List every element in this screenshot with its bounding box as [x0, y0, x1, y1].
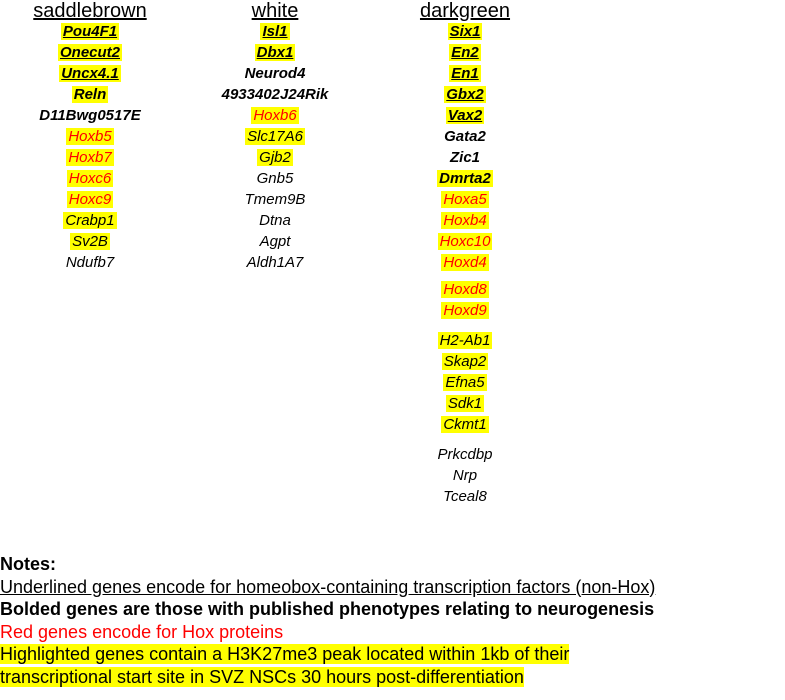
gene-item: Slc17A6	[247, 128, 303, 145]
gene-item: Efna5	[445, 374, 485, 391]
gene-item: Hoxc9	[68, 191, 112, 208]
gene-item: Onecut2	[59, 44, 120, 61]
gene-item: Gnb5	[256, 170, 294, 187]
gene-item: Hoxd4	[443, 254, 487, 271]
gene-item: 4933402J24Rik	[221, 86, 329, 103]
gene-item: Hoxd9	[443, 302, 487, 319]
notes-title: Notes:	[0, 554, 57, 574]
note-red: Red genes encode for Hox proteins	[0, 621, 284, 642]
column-white	[195, 0, 355, 274]
gene-item: Hoxb5	[68, 128, 112, 145]
gene-item: Dmrta2	[439, 170, 491, 187]
gene-item: Gjb2	[259, 149, 291, 166]
gene-item: Sv2B	[72, 233, 108, 250]
gene-item: D11Bwg0517E	[39, 107, 141, 124]
gene-item: Agpt	[259, 233, 291, 250]
gene-list	[10, 22, 170, 273]
gene-item: Tmem9B	[244, 191, 306, 208]
note-underlined: Underlined genes encode for homeobox-containing transcription factors (non-Hox)	[0, 576, 656, 597]
gene-item: Crabp1	[65, 212, 115, 229]
gene-item: Vax2	[447, 107, 483, 124]
gene-item: Ckmt1	[443, 416, 487, 433]
gene-item: Nrp	[452, 467, 478, 484]
column-header: darkgreen	[419, 0, 511, 22]
gene-item: Zic1	[449, 149, 480, 166]
note-bolded: Bolded genes are those with published phenotypes relating to neurogenesis	[0, 599, 655, 619]
column-header: white	[251, 0, 299, 22]
gene-item: Hoxb6	[253, 107, 297, 124]
column-header: saddlebrown	[33, 0, 147, 22]
gene-item: Hoxc10	[439, 233, 491, 250]
column-saddlebrown	[10, 0, 170, 274]
gene-item: En1	[451, 65, 479, 82]
gene-item: Neurod4	[244, 65, 306, 82]
gene-item: Prkcdbp	[437, 446, 493, 463]
gene-item: Reln	[73, 86, 107, 103]
gene-item: Pou4F1	[62, 23, 118, 40]
gene-item: Isl1	[262, 23, 288, 40]
gene-item: Sdk1	[447, 395, 483, 412]
gene-item: Hoxb4	[443, 212, 487, 229]
gene-item: Hoxb7	[68, 149, 112, 166]
note-highlight-line-1: Highlighted genes contain a H3K27me3 peak located within 1kb of their	[0, 644, 570, 664]
gene-item: Gbx2	[446, 86, 484, 103]
gene-item: En2	[451, 44, 479, 61]
gene-item: Ndufb7	[65, 254, 115, 271]
gene-item: Six1	[449, 23, 481, 40]
notes-legend	[0, 553, 785, 688]
gene-item: Gata2	[444, 128, 486, 145]
gene-item: Uncx4.1	[61, 65, 119, 82]
gene-item: Hoxc6	[68, 170, 112, 187]
column-darkgreen	[385, 0, 545, 508]
gene-item: Skap2	[443, 353, 487, 370]
gene-item: Dtna	[259, 212, 291, 229]
gene-item: Aldh1A7	[246, 254, 304, 271]
gene-item: Tceal8	[443, 488, 487, 505]
gene-item: Hoxd8	[443, 281, 487, 298]
gene-list	[195, 22, 355, 273]
gene-item: H2-Ab1	[439, 332, 491, 349]
note-highlight-line-2: transcriptional start site in SVZ NSCs 30 hours post-differentiation	[0, 666, 524, 687]
gene-item: Hoxa5	[443, 191, 487, 208]
gene-item: Dbx1	[256, 44, 294, 61]
gene-list	[385, 22, 545, 507]
